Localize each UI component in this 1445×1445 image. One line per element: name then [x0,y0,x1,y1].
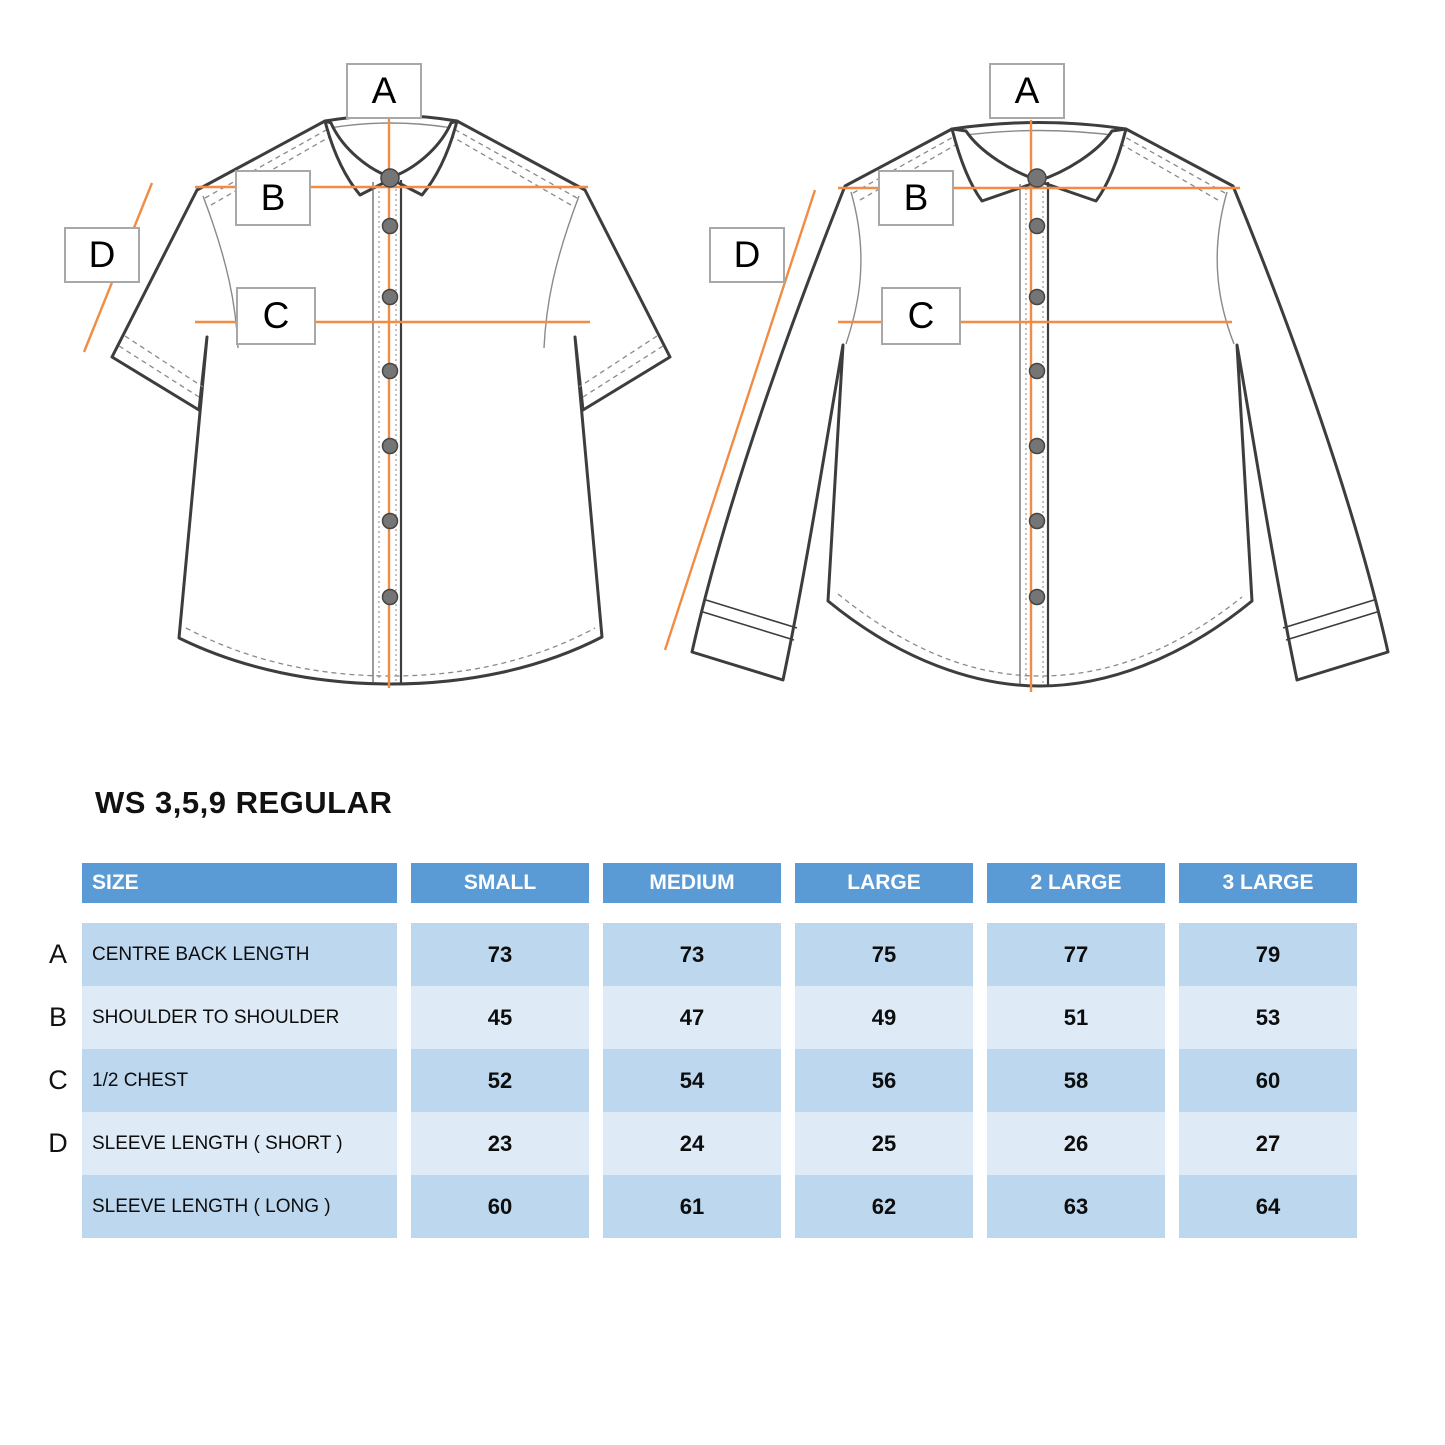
value-cell: 26 [987,1112,1165,1175]
row-label: 1/2 CHEST [82,1049,397,1112]
row-label: CENTRE BACK LENGTH [82,923,397,986]
measure-label-d-short: D [64,227,140,283]
row-label: SLEEVE LENGTH ( SHORT ) [82,1112,397,1175]
value-cell: 60 [411,1175,589,1238]
value-cell: 24 [603,1112,781,1175]
row-label: SHOULDER TO SHOULDER [82,986,397,1049]
row-letter-d: D [48,1128,68,1158]
table-row-sleeve-length-long [82,1175,1357,1238]
header-cell-size: SIZE [82,863,397,903]
header-cell-medium: MEDIUM [603,863,781,903]
value-cell: 58 [987,1049,1165,1112]
value-cell: 56 [795,1049,973,1112]
value-cell: 27 [1179,1112,1357,1175]
header-cell-2large: 2 LARGE [987,863,1165,903]
value-cell: 73 [411,923,589,986]
measure-label-b-short: B [235,170,311,226]
value-cell: 45 [411,986,589,1049]
value-cell: 52 [411,1049,589,1112]
row-label: SLEEVE LENGTH ( LONG ) [82,1175,397,1238]
size-chart-title: WS 3,5,9 REGULAR [95,785,393,820]
value-cell: 49 [795,986,973,1049]
table-row-sleeve-length-short [82,1112,1357,1175]
row-letter-c: C [48,1065,68,1095]
value-cell: 53 [1179,986,1357,1049]
table-row-half-chest [82,1049,1357,1112]
value-cell: 79 [1179,923,1357,986]
value-cell: 25 [795,1112,973,1175]
measure-label-d-long: D [709,227,785,283]
value-cell: 51 [987,986,1165,1049]
value-cell: 60 [1179,1049,1357,1112]
row-letter-a: A [48,939,67,969]
value-cell: 77 [987,923,1165,986]
value-cell: 54 [603,1049,781,1112]
value-cell: 64 [1179,1175,1357,1238]
size-table-header [82,863,1357,903]
value-cell: 61 [603,1175,781,1238]
value-cell: 62 [795,1175,973,1238]
header-cell-3large: 3 LARGE [1179,863,1357,903]
value-cell: 73 [603,923,781,986]
measure-label-c-short: C [236,287,316,345]
table-row-centre-back-length [82,923,1357,986]
value-cell: 75 [795,923,973,986]
table-row-shoulder-to-shoulder [82,986,1357,1049]
measure-label-b-long: B [878,170,954,226]
header-cell-small: SMALL [411,863,589,903]
header-cell-large: LARGE [795,863,973,903]
measure-label-a-short: A [346,63,422,119]
value-cell: 63 [987,1175,1165,1238]
value-cell: 23 [411,1112,589,1175]
measure-label-a-long: A [989,63,1065,119]
row-letter-b: B [48,1002,67,1032]
size-table [82,863,1357,1238]
measure-label-c-long: C [881,287,961,345]
value-cell: 47 [603,986,781,1049]
